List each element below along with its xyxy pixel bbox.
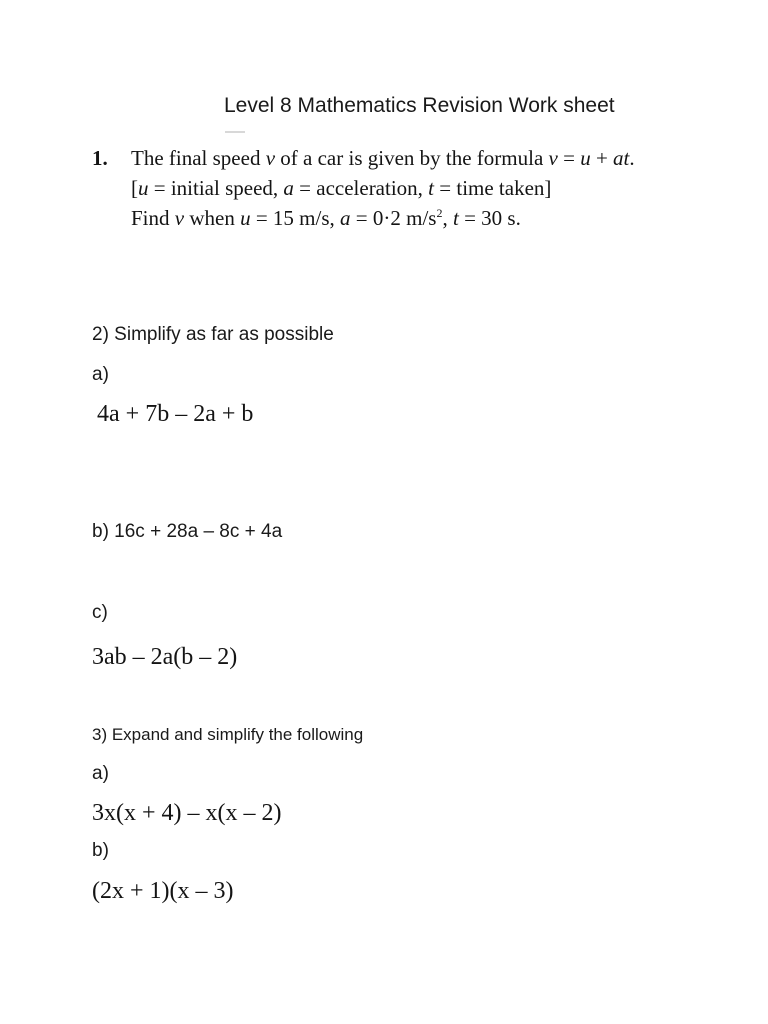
question-3-heading: 3) Expand and simplify the following [92, 725, 364, 744]
q1-var-a: a [283, 176, 294, 200]
q1-period: . [629, 146, 635, 170]
q1-var-t: t [452, 206, 459, 230]
q1-text: = 15 m/s, [250, 206, 341, 230]
q1-text: = 0·2 m/s [350, 206, 437, 230]
q1-var-v: v [174, 206, 185, 230]
question-2a-expression: 4a + 7b – 2a + b [97, 401, 254, 427]
question-3a-label: a) [92, 763, 109, 784]
question-1-line-3 [92, 203, 635, 233]
q1-text: = 30 s. [458, 206, 521, 230]
question-2c-label: c) [92, 602, 108, 623]
question-2a-label: a) [92, 364, 109, 385]
q1-text: , [442, 206, 453, 230]
q1-text: Find [131, 206, 175, 230]
q1-var-t: t [428, 176, 435, 200]
q1-text: = time taken] [434, 176, 552, 200]
q1-bracket: [ [131, 176, 138, 200]
worksheet-title: Level 8 Mathematics Revision Work sheet [224, 94, 615, 117]
q1-formula-u: u [580, 146, 591, 170]
question-3b-label: b) [92, 840, 109, 861]
question-1-line-2 [92, 173, 635, 203]
q1-superscript: 2 [436, 206, 443, 220]
q1-text: = acceleration, [293, 176, 429, 200]
q1-formula-at: at [613, 146, 630, 170]
question-2c-expression: 3ab – 2a(b – 2) [92, 644, 238, 670]
question-3b-expression: (2x + 1)(x – 3) [92, 878, 234, 904]
question-2b-text: b) 16c + 28a – 8c + 4a [92, 521, 283, 542]
q1-text: when [184, 206, 241, 230]
question-1 [92, 143, 635, 233]
q1-var-a: a [340, 206, 351, 230]
question-3a-expression: 3x(x + 4) – x(x – 2) [92, 800, 282, 826]
q1-text: of a car is given by the formula [275, 146, 549, 170]
q1-plus: + [590, 146, 614, 170]
q1-text: = initial speed, [148, 176, 284, 200]
q1-var-u: u [240, 206, 251, 230]
q1-var-v: v [265, 146, 276, 170]
question-2-heading: 2) Simplify as far as possible [92, 324, 334, 345]
q1-text: The final speed [131, 146, 266, 170]
question-1-line-1 [92, 143, 635, 173]
q1-formula-v: v [548, 146, 558, 170]
scan-artifact-line [225, 131, 245, 133]
question-1-number: 1. [92, 146, 108, 170]
q1-eq: = [557, 146, 581, 170]
q1-var-u: u [138, 176, 149, 200]
